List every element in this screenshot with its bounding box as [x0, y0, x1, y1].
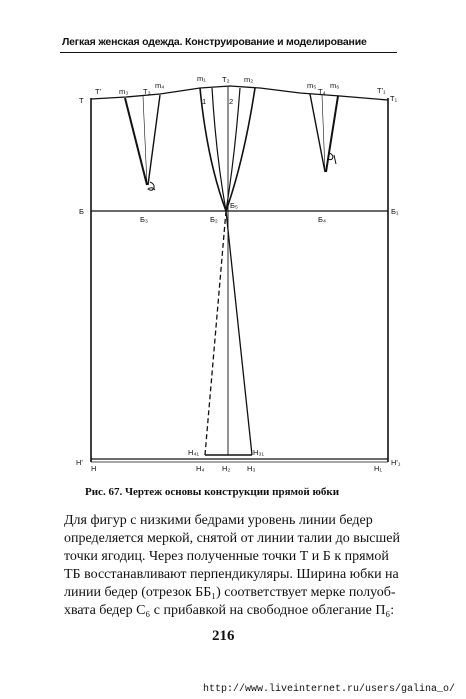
- label-B5: Б₅: [230, 201, 238, 210]
- label-T4: Т₄: [318, 87, 326, 96]
- back-dart-right: [326, 96, 338, 172]
- front-dart-right: [148, 95, 160, 185]
- label-B4: Б₄: [318, 215, 326, 224]
- label-m5: m₅: [307, 81, 317, 90]
- label-T-prime-left: Т': [95, 87, 102, 96]
- label-H31: Н₃₁: [253, 448, 265, 457]
- running-header: Легкая женская одежда. Конструирование и моделирование: [62, 36, 367, 48]
- label-B3: Б₃: [140, 215, 148, 224]
- handwritten-mark-front: [148, 182, 155, 190]
- text-line: хвата бедер С₆ с прибавкой на свободное облегание П₆:: [64, 603, 395, 618]
- text-line: точки ягодиц. Через полученные точки Т и Б к прямой: [64, 549, 389, 564]
- label-B1: Б₁: [391, 207, 399, 216]
- label-H2: Н₂: [222, 464, 231, 473]
- text-line: ТБ восстанавливают перпендикуляры. Ширина юбки на: [64, 567, 399, 582]
- label-m6: m₆: [330, 81, 340, 90]
- text-line: определяется меркой, снятой от линии талии до высшей: [64, 531, 400, 546]
- label-H4: Н₄: [196, 464, 205, 473]
- label-H3: Н₃: [247, 464, 256, 473]
- side-lower-left: [205, 211, 226, 455]
- label-H1: Н₁: [374, 464, 382, 473]
- label-m1: m₁: [197, 74, 206, 83]
- label-T-left: Т: [79, 96, 84, 105]
- label-2: 2: [229, 97, 234, 106]
- back-dart-left: [310, 94, 325, 172]
- label-T-prime-1: Т'₁: [377, 86, 386, 95]
- text-line: Для фигур с низкими бедрами уровень линии бедер: [64, 513, 373, 528]
- label-T1: Т₁: [390, 94, 398, 103]
- figure-caption: Рис. 67. Чертеж основы конструкции прямой юбки: [85, 486, 340, 498]
- label-H-prime-1: Н'₁: [391, 458, 401, 467]
- label-T2: Т₂: [222, 75, 230, 84]
- body-paragraph: [64, 512, 400, 620]
- label-H-prime-left: Н': [76, 458, 83, 467]
- label-H41: Н₄₁: [188, 448, 200, 457]
- label-B2: Б₂: [210, 215, 218, 224]
- footer-url: http://www.liveinternet.ru/users/galina_o/: [203, 684, 456, 695]
- label-T3: Т₃: [143, 87, 151, 96]
- label-1: 1: [202, 97, 207, 106]
- label-B-left: Б: [79, 207, 84, 216]
- side-lower-right: [226, 211, 252, 455]
- label-m4: m₄: [155, 81, 165, 90]
- label-H-left: Н: [91, 464, 97, 473]
- label-m3: m₃: [119, 87, 129, 96]
- side-curve-right-outer: [226, 88, 255, 211]
- label-m2: m₂: [244, 75, 254, 84]
- text-line: линии бедер (отрезок ББ₁) соответствует мерке полуоб-: [64, 585, 396, 600]
- page-number: 216: [212, 628, 235, 644]
